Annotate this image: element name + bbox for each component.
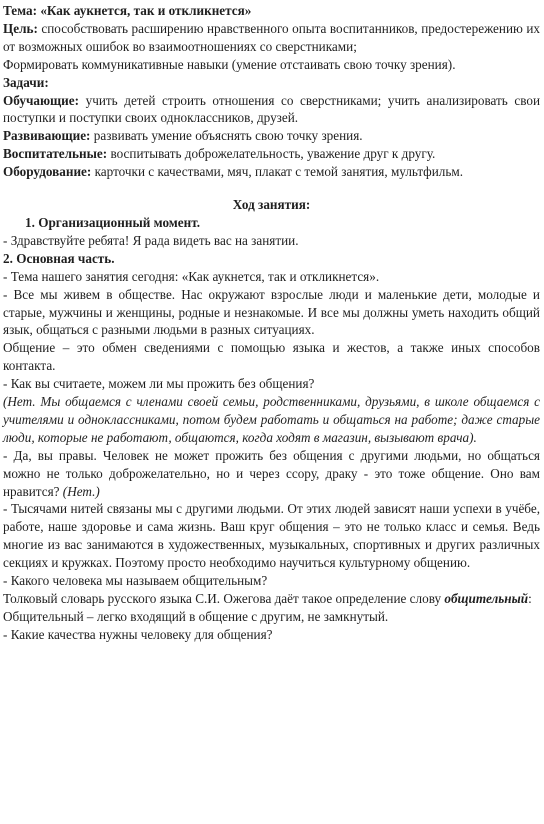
communication-definition-paragraph: Общение – это обмен сведениями с помощью языка и жестов, а также иных способов контакта. [3,340,540,374]
equipment-text: карточки с качествами, мяч, плакат с темой занятия, мультфильм. [94,164,464,180]
goal-paragraph-2: Формировать коммуникативные навыки (умение отстаивать свою точку зрения). [3,56,456,72]
threads-paragraph: - Тысячами нитей связаны мы с другими людьми. От этих людей зависят наши успехи в учёбе, работе, наше здоровье и сама жизнь. Ваш круг общения – это не только класс и семья. Ведь многие из вас занимаются в художественных, музыкальных, спортивных и других различных секциях и кружках. Поэтому просто необходимо научиться культурному общению. [3,501,540,571]
developing-label: Развивающие: [3,128,91,144]
lesson-heading: Ход занятия: [232,197,311,213]
dictionary-word: общительный [444,591,529,606]
topic-today-paragraph: - Тема нашего занятия сегодня: «Как аукнется, так и откликнется». [3,268,380,284]
right-text: - Да, вы правы. Человек не может прожить без общения с другими людьми, но общаться можно не только доброжелательно, но и через ссору, драку - это тоже общение. Оно вам нравится? [3,447,540,499]
right-paragraph [3,447,540,501]
upbringing-paragraph [3,145,540,163]
equipment-label: Оборудование: [3,164,92,180]
topic-line [3,2,540,20]
section-gap [3,181,540,196]
developing-paragraph [3,127,540,145]
developing-text: развивать умение объяснять свою точку зрения. [93,128,363,144]
goal-paragraph [3,20,540,56]
dictionary-paragraph: Толковый словарь русского языка С.И. Ожегова даёт такое определение слову общительный: [3,591,532,606]
goal-text: способствовать расширению нравственного опыта воспитанников, предостережению их от возможных ошибок во взаимоотношениях со сверстниками; [3,20,541,54]
tasks-heading: Задачи: [3,74,49,90]
stage2-heading: 2. Основная часть. [3,250,115,266]
question-qualities: - Какие качества нужны человеку для общения? [3,626,273,642]
goal-label: Цель: [3,20,38,36]
teaching-text: учить детей строить отношения со сверстниками; учить анализировать свои поступки и поступки своих одноклассников, друзей. [3,92,541,126]
upbringing-label: Воспитательные: [3,146,108,162]
question-sociable: - Какого человека мы называем общительным? [3,573,268,589]
upbringing-text: воспитывать доброжелательность, уважение друг к другу. [110,146,436,162]
equipment-paragraph [3,163,540,181]
teaching-paragraph [3,92,540,128]
question-live-without: - Как вы считаете, можем ли мы прожить без общения? [3,376,315,392]
topic-text: «Как аукнется, так и откликнется» [40,3,252,18]
stage1-text: - Здравствуйте ребята! Я рада видеть вас на занятии. [3,232,299,248]
society-paragraph: - Все мы живем в обществе. Нас окружают взрослые люди и маленькие дети, молодые и старые, мужчины и женщины, родные и незнакомые. И все мы должны уметь находить общий язык, общаться с разными людьми в разных ситуациях. [3,286,540,338]
teaching-label: Обучающие: [3,92,80,108]
right-answer: (Нет.) [62,483,100,499]
definition-paragraph: Общительный – легко входящий в общение с другим, не замкнутый. [3,608,389,624]
stage1-heading: 1. Организационный момент. [25,214,200,230]
answer-live-without: (Нет. Мы общаемся с членами своей семьи, родственниками, друзьями, в школе общаемся с учителями и одноклассниками, потом будем работать и общаться на работе; даже старые люди, которые не работают, общаются, когда ходят в магазин, вызывают врача). [3,394,540,445]
topic-label: Тема: [3,3,38,18]
dictionary-text: Толковый словарь русского языка С.И. Ожегова даёт такое определение слову [3,591,442,606]
